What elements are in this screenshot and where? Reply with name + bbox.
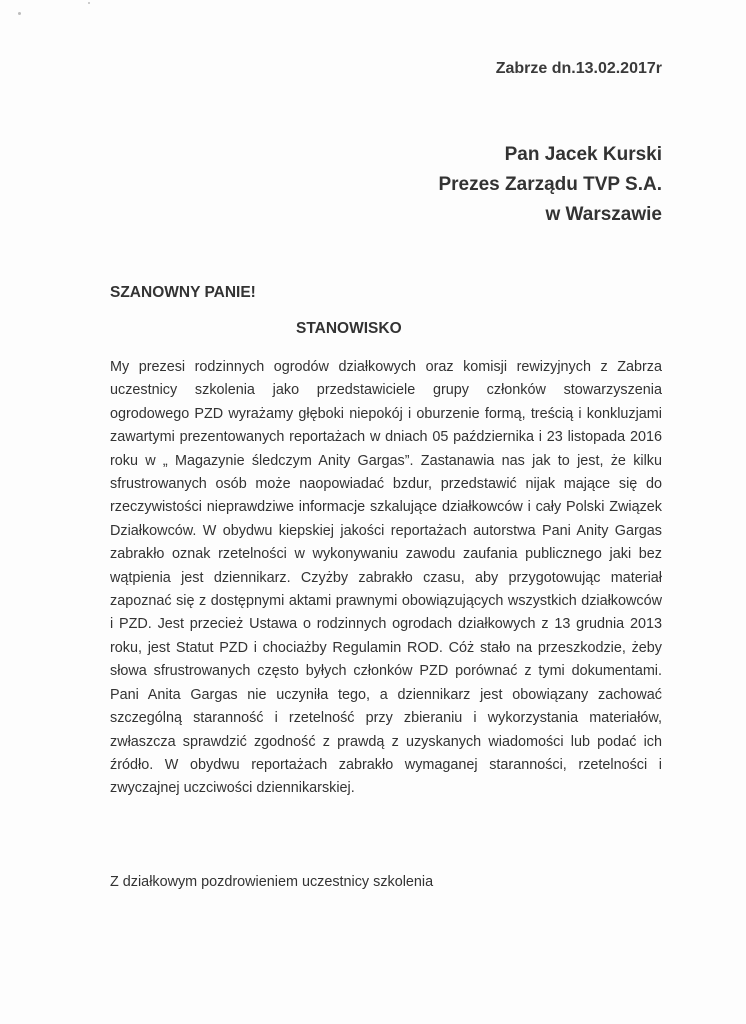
addressee-block xyxy=(438,140,662,230)
addressee-city: w Warszawie xyxy=(545,204,662,225)
document-title: STANOWISKO xyxy=(296,320,402,337)
scan-speck xyxy=(18,12,21,15)
salutation: SZANOWNY PANIE! xyxy=(110,284,256,301)
date-line: Zabrze dn.13.02.2017r xyxy=(495,60,662,77)
closing-line: Z działkowym pozdrowieniem uczestnicy szkolenia xyxy=(110,874,434,890)
scan-speck xyxy=(88,2,90,4)
addressee-name: Pan Jacek Kurski xyxy=(504,144,662,165)
letter-body: My prezesi rodzinnych ogrodów działkowych oraz komisji rewizyjnych z Zabrza uczestnicy szkolenia jako przedstawiciele grupy członków stowarzyszenia ogrodowego PZD wyrażamy głęboki niepokój i oburzenie formą, treścią i konkluzjami zawartymi prezentowanych reportażach w dniach 05 października i 23 listopada 2016 roku w „ Magazynie śledczym Anity Gargas”. Zastanawia nas jak to jest, że kilku sfrustrowanych osób może naopowiadać bzdur, przedstawić nijak mające się do rzeczywistości nieprawdziwe informacje szkalujące działkowców i cały Polski Związek Działkowców. W obydwu kiepskiej jakości reportażach autorstwa Pani Anity Gargas zabrakło oznak rzetelności w wykonywaniu zawodu zaufania publicznego jaki bez wątpienia jest dziennikarz. Czyżby zabrakło czasu, aby przygotowując materiał zapoznać się z dostępnymi aktami prawnymi obowiązujących wszystkich działkowców i PZD. Jest przecież Ustawa o rodzinnych ogrodach działkowych z 13 grudnia 2013 roku, jest Statut PZD i chociażby Regulamin ROD. Cóż stało na przeszkodzie, żeby słowa sfrustrowanych często byłych członków PZD porównać z tymi dokumentami. Pani Anita Gargas nie uczyniła tego, a dziennikarz jest obowiązany zachować szczególną staranność i rzetelność przy zbieraniu i wykorzystania materiałów, zwłaszcza sprawdzić zgodność z prawdą z uzyskanych wiadomości lub podać ich źródło. W obydwu reportażach zabrakło wymaganej staranności, rzetelności i zwyczajnej uczciwości dziennikarskiej. xyxy=(110,359,662,797)
addressee-position: Prezes Zarządu TVP S.A. xyxy=(438,174,662,195)
